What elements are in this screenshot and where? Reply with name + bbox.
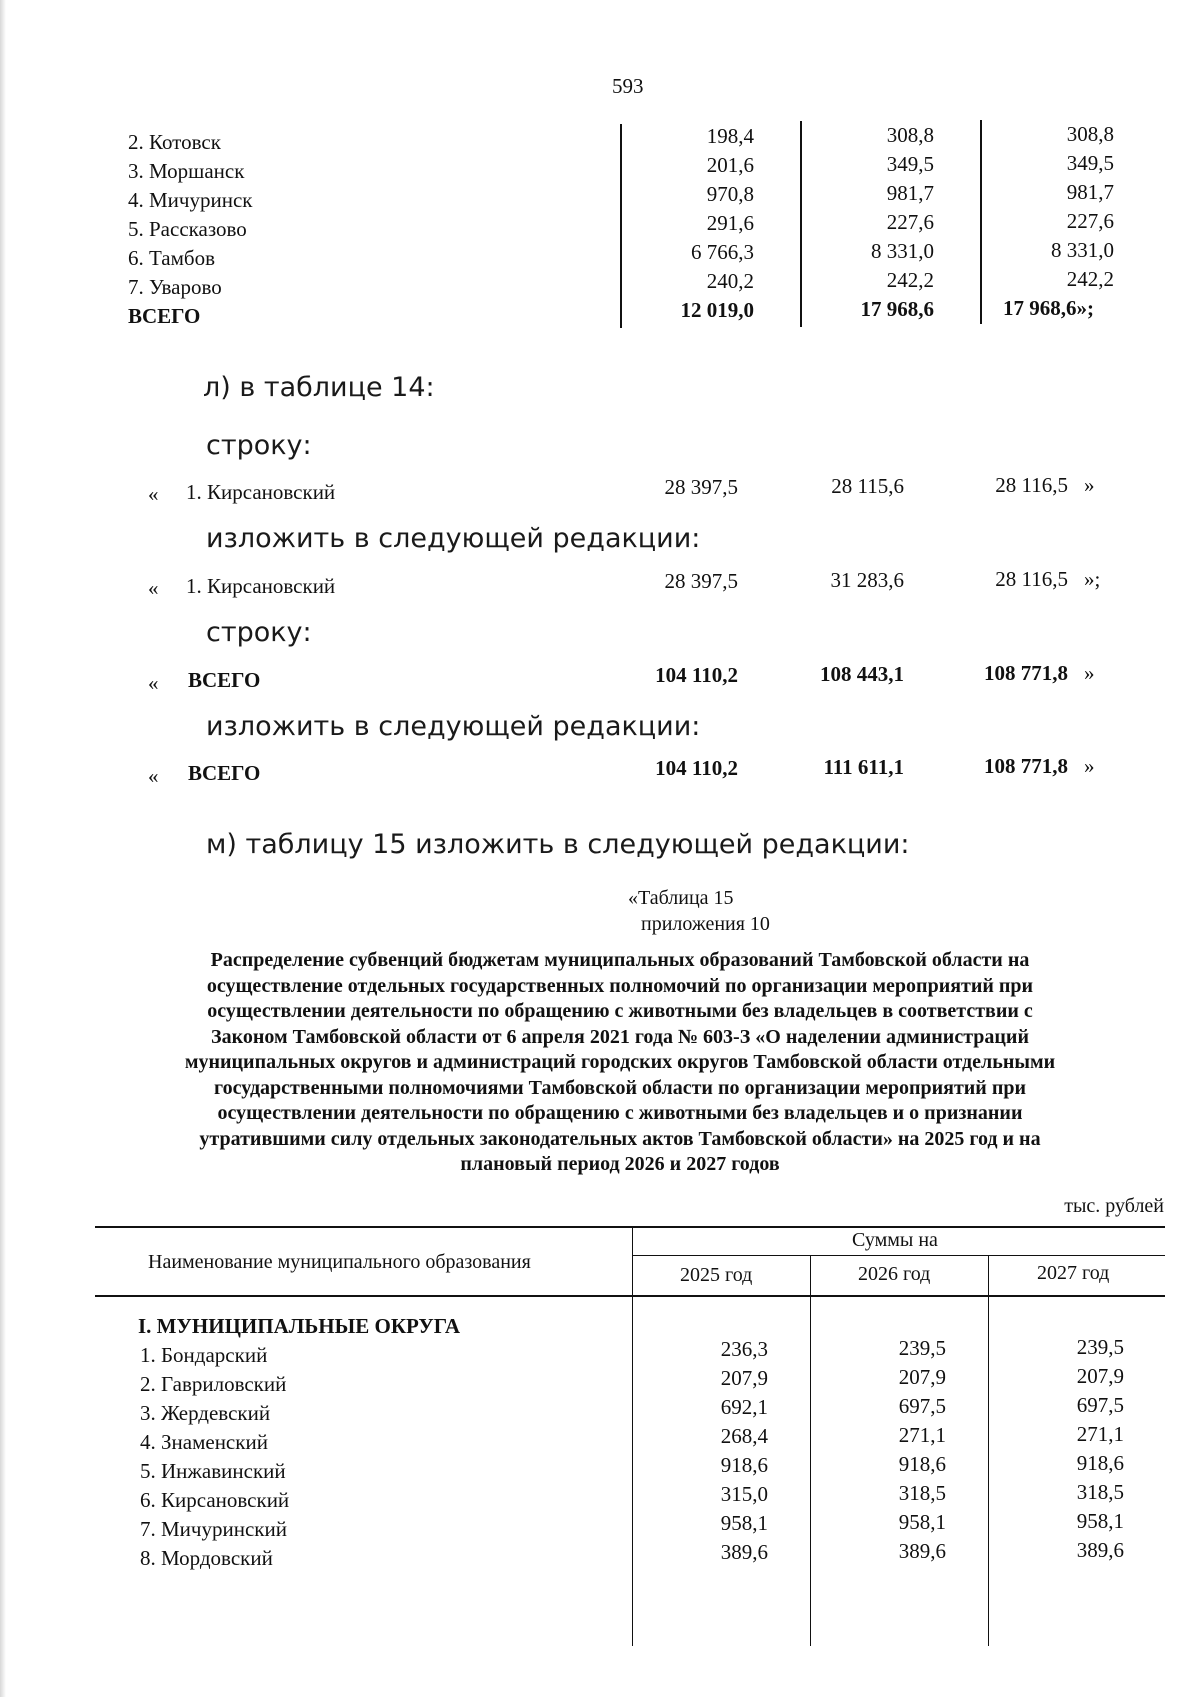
row-value-1: 201,6: [706, 153, 754, 177]
title-line: государственными полномочиями Тамбовской области по организации мероприятий при: [214, 1076, 1026, 1099]
header-mid-border: [632, 1255, 1165, 1256]
title-line: Законом Тамбовской области от 6 апреля 2021 года № 603-З «О наделении администраций: [211, 1025, 1029, 1048]
row-value-2025: 207,9: [720, 1366, 768, 1390]
total-value-2: 17 968,6: [860, 297, 934, 321]
replace-label: изложить в следующей редакции:: [206, 711, 701, 742]
row-value-2: 242,2: [886, 268, 934, 292]
row-value-2026: 207,9: [898, 1365, 946, 1389]
row-value-2026: 958,1: [898, 1510, 946, 1534]
row-name: 3. Жердевский: [140, 1401, 271, 1425]
row-name: 7. Уварово: [128, 275, 222, 299]
total-label: ВСЕГО: [188, 668, 261, 692]
row-value-2027: 239,5: [1076, 1335, 1124, 1359]
row-value-2025: 268,4: [720, 1424, 768, 1448]
close-quote: »;: [1084, 567, 1101, 591]
row-value-2: 31 283,6: [830, 568, 904, 592]
row-value-2027: 918,6: [1076, 1451, 1124, 1475]
row-value-1: 240,2: [706, 269, 754, 293]
row-value-2027: 389,6: [1076, 1538, 1124, 1562]
open-quote: «: [148, 482, 159, 506]
row-value-1: 28 397,5: [664, 475, 738, 499]
page-number: 593: [612, 74, 644, 98]
title-line: плановый период 2026 и 2027 годов: [460, 1153, 780, 1175]
row-value-1: 28 397,5: [664, 569, 738, 593]
close-quote: »: [1084, 754, 1095, 778]
replace-label: изложить в следующей редакции:: [206, 523, 701, 554]
appendix-reference: приложения 10: [641, 913, 770, 935]
total-label: ВСЕГО: [128, 304, 201, 328]
row-value-2025: 918,6: [720, 1453, 768, 1477]
total-value-2: 108 443,1: [820, 662, 904, 686]
close-quote: »: [1084, 473, 1095, 497]
row-value-2026: 318,5: [898, 1481, 946, 1505]
row-value-3: 8 331,0: [1051, 238, 1114, 262]
col-divider-2025: [810, 1256, 811, 1646]
row-value-2025: 389,6: [720, 1540, 768, 1564]
open-quote: «: [148, 576, 159, 600]
row-name: 6. Кирсановский: [140, 1488, 290, 1512]
header-sums: Суммы на: [852, 1229, 938, 1251]
row-name: 8. Мордовский: [140, 1546, 273, 1570]
table-top-border: [95, 1226, 1165, 1228]
row-value-2: 28 115,6: [831, 474, 904, 498]
row-value-3: 242,2: [1066, 267, 1114, 291]
title-line: осуществлении деятельности по обращению с животными без владельцев и о признании: [217, 1102, 1023, 1124]
total-value-3: 108 771,8: [984, 754, 1068, 778]
row-value-2: 8 331,0: [871, 239, 934, 263]
header-bottom-border: [95, 1295, 1165, 1297]
title-line: муниципальных округов и администраций городских округов Тамбовской области отдельными: [184, 1051, 1056, 1073]
total-value-1: 104 110,2: [655, 663, 738, 687]
row-value-3: 981,7: [1066, 180, 1114, 204]
section-m-heading: м) таблицу 15 изложить в следующей редакции:: [206, 829, 910, 860]
col-divider-2026: [988, 1256, 989, 1646]
open-quote: «: [148, 671, 159, 695]
header-name: Наименование муниципального образования: [148, 1251, 531, 1273]
row-name: 2. Гавриловский: [140, 1372, 287, 1396]
total-value-2: 111 611,1: [823, 755, 904, 779]
row-value-2026: 239,5: [898, 1336, 946, 1360]
row-name: 1. Кирсановский: [186, 574, 336, 598]
table-title: [120, 948, 1120, 1178]
row-name: 4. Мичуринск: [128, 188, 253, 212]
row-value-2026: 918,6: [898, 1452, 946, 1476]
group-heading: I. МУНИЦИПАЛЬНЫЕ ОКРУГА: [138, 1314, 461, 1338]
row-name: 1. Бондарский: [140, 1343, 268, 1367]
close-quote: »: [1084, 661, 1095, 685]
title-line: осуществление отдельных государственных полномочий по организации мероприятий при: [206, 974, 1034, 997]
row-value-2025: 692,1: [720, 1395, 768, 1419]
row-value-2025: 236,3: [720, 1337, 768, 1361]
row-value-3: 28 116,5: [995, 567, 1068, 591]
row-value-1: 291,6: [706, 211, 754, 235]
scan-edge-shadow: [0, 0, 6, 1697]
total-value-1: 12 019,0: [680, 298, 754, 322]
title-line: Распределение субвенций бюджетам муниципальных образований Тамбовской области на: [210, 949, 1030, 971]
row-value-1: 970,8: [706, 182, 754, 206]
row-value-2027: 207,9: [1076, 1364, 1124, 1388]
row-value-2027: 318,5: [1076, 1480, 1124, 1504]
line-label: строку:: [206, 430, 312, 461]
row-value-2025: 315,0: [720, 1482, 768, 1506]
row-value-3: 28 116,5: [995, 473, 1068, 497]
header-2026: 2026 год: [858, 1263, 931, 1285]
total-value-3: 108 771,8: [984, 661, 1068, 685]
row-value-2026: 271,1: [898, 1423, 946, 1447]
row-value-2: 981,7: [886, 181, 934, 205]
row-value-2: 308,8: [886, 123, 934, 147]
line-label: строку:: [206, 617, 312, 648]
header-2025: 2025 год: [680, 1264, 753, 1286]
row-name: 5. Инжавинский: [140, 1459, 286, 1483]
top-table-divider-2: [800, 121, 802, 327]
row-value-1: 6 766,3: [691, 240, 754, 264]
row-name: 4. Знаменский: [140, 1430, 268, 1454]
row-name: 6. Тамбов: [128, 246, 216, 270]
row-name: 2. Котовск: [128, 130, 221, 154]
total-value-3: 17 968,6»;: [1003, 296, 1094, 320]
total-value-1: 104 110,2: [655, 756, 738, 780]
title-line: осуществлении деятельности по обращению с животными без владельцев в соответствии с: [207, 1000, 1033, 1022]
row-value-2027: 958,1: [1076, 1509, 1124, 1533]
table-reference: «Таблица 15: [628, 887, 734, 909]
row-value-2: 349,5: [886, 152, 934, 176]
title-line: утратившими силу отдельных законодательных актов Тамбовской области» на 2025 год и на: [199, 1127, 1041, 1150]
row-value-2026: 389,6: [898, 1539, 946, 1563]
row-value-2025: 958,1: [720, 1511, 768, 1535]
row-value-2027: 271,1: [1076, 1422, 1124, 1446]
open-quote: «: [148, 764, 159, 788]
row-value-3: 308,8: [1066, 122, 1114, 146]
row-value-3: 349,5: [1066, 151, 1114, 175]
row-name: 7. Мичуринский: [140, 1517, 287, 1541]
row-value-2026: 697,5: [898, 1394, 946, 1418]
row-value-1: 198,4: [706, 124, 754, 148]
units-label: тыс. рублей: [1064, 1195, 1164, 1217]
col-divider-name: [632, 1226, 633, 1646]
header-2027: 2027 год: [1037, 1262, 1110, 1284]
row-value-2: 227,6: [886, 210, 934, 234]
total-label: ВСЕГО: [188, 761, 261, 785]
row-value-2027: 697,5: [1076, 1393, 1124, 1417]
top-table-divider-3: [980, 120, 982, 324]
section-l-heading: л) в таблице 14:: [203, 372, 435, 403]
top-table-divider-1: [620, 124, 622, 328]
row-name: 1. Кирсановский: [186, 480, 336, 504]
row-name: 5. Рассказово: [128, 217, 247, 241]
row-value-3: 227,6: [1066, 209, 1114, 233]
row-name: 3. Моршанск: [128, 159, 245, 183]
